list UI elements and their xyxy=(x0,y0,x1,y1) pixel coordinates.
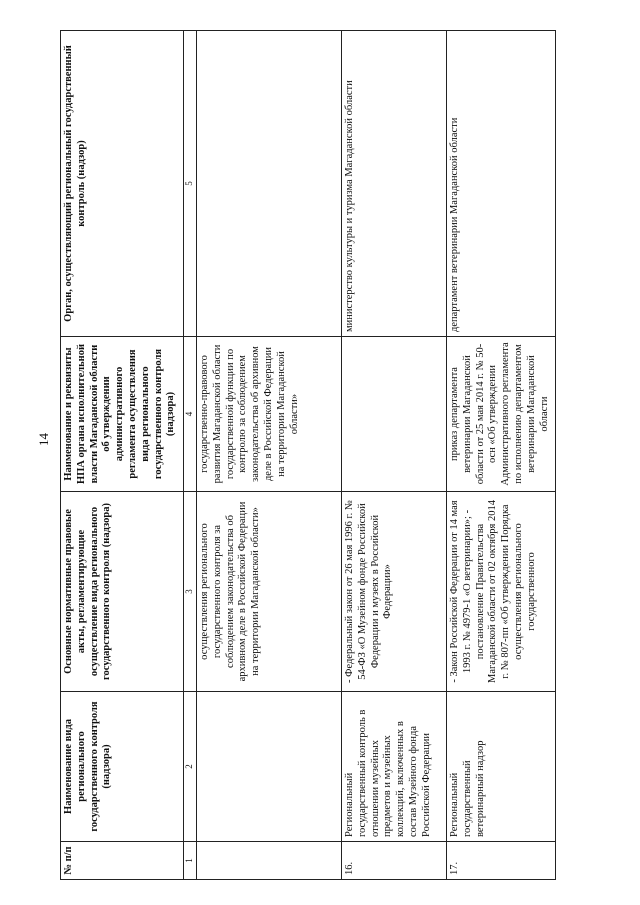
header-cell-npa: Наименование и реквизиты НПА органа исполнительной власти Магаданской области об утверждении административного регламента осуществления вида регионального государственного контроля (надзора) xyxy=(61,337,184,492)
row-name: Региональный государственный контроль в отношении музейных предметов и музейных коллекций, включенных в состав Музейного фонда Российской Федерации xyxy=(342,692,447,842)
row-name: Региональный государственный ветеринарный надзор xyxy=(447,692,556,842)
page-number: 14 xyxy=(36,433,51,446)
control-types-table xyxy=(60,30,556,880)
row-npa: приказ департамента ветеринарии Магаданской области от 25 мая 2014 г. № 50-осн «Об утверждении Административного регламента по исполнению департаментом ветеринарии Магаданской области xyxy=(447,337,556,492)
column-number: 3 xyxy=(184,492,197,692)
header-cell-name: Наименование вида регионального государственного контроля (надзора) xyxy=(61,692,184,842)
column-number-row xyxy=(184,31,197,880)
column-number: 2 xyxy=(184,692,197,842)
row-acts: - Федеральный закон от 26 мая 1996 г. № 54-ФЗ «О Музейном фонде Российской Федерации и музеях в Российской Федерации» xyxy=(342,492,447,692)
header-cell-acts: Основные нормативные правовые акты, регламентирующие осуществление вида регионального государственного контроля (надзора) xyxy=(61,492,184,692)
rotated-table-wrapper xyxy=(60,30,580,880)
column-number: 4 xyxy=(184,337,197,492)
table-row xyxy=(342,31,447,880)
row-npa xyxy=(342,337,447,492)
row-acts: - Закон Российской Федерации от 14 мая 1993 г. № 4979-1 «О ветеринарии»; - постановление Правительства Магаданской области от 02 октября 2014 г. № 807-пп «Об утверждении Порядка осуществления регионального государственного xyxy=(447,492,556,692)
row-num: 17. xyxy=(447,842,556,880)
row-org: департамент ветеринарии Магаданской области xyxy=(447,31,556,337)
column-number: 5 xyxy=(184,31,197,337)
row-num xyxy=(197,842,342,880)
table-header-row xyxy=(61,31,184,880)
row-org: министерство культуры и туризма Магаданской области xyxy=(342,31,447,337)
row-name xyxy=(197,692,342,842)
row-acts: осуществления регионального государственного контроля за соблюдением законодательства об архивном деле в Российской Федерации на территории Магаданской области» xyxy=(197,492,342,692)
header-cell-org: Орган, осуществляющий региональный государственный контроль (надзор) xyxy=(61,31,184,337)
row-npa: государственно-правового развития Магаданской области государственной функции по контролю за соблюдением законодательства об архивном деле в Российской Федерации на территории Магаданской области» xyxy=(197,337,342,492)
column-number: 1 xyxy=(184,842,197,880)
table-row xyxy=(197,31,342,880)
table-row xyxy=(447,31,556,880)
header-cell-num: № п/п xyxy=(61,842,184,880)
row-num: 16. xyxy=(342,842,447,880)
row-org xyxy=(197,31,342,337)
